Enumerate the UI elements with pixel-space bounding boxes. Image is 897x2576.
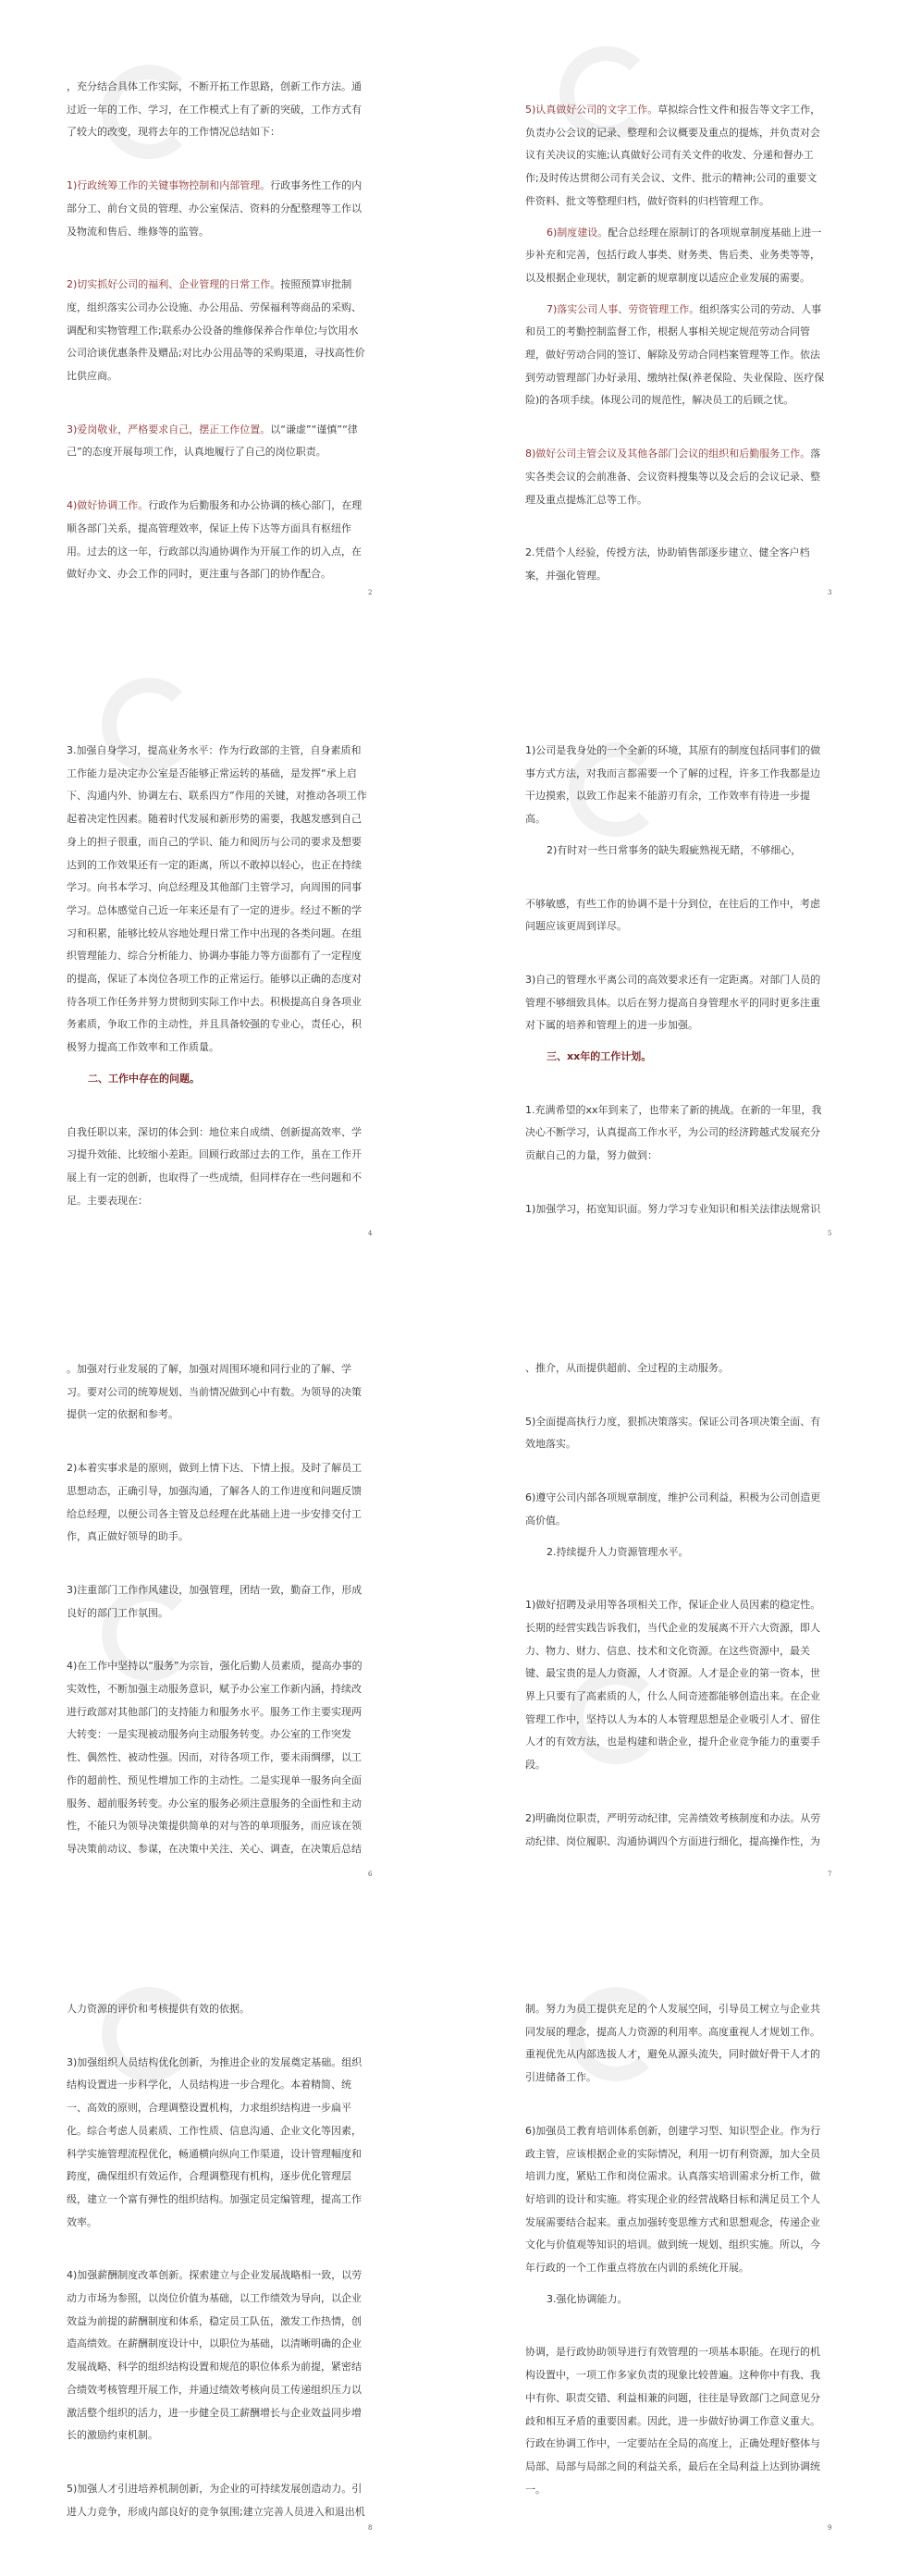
paragraph-text: 。加强对行业发展的了解，加强对周围环境和同行业的了解、学习。要对公司的统筹规划、当前情况做到心中有数。为领导的决策提供一定的依据和参考。 xyxy=(67,1363,362,1421)
document-page xyxy=(448,1922,897,2576)
paragraph-text: 制。努力为员工提供充足的个人发展空间，引导员工树立与企业共同发展的理念，提高人力资源的利用率。高度重视人才规划工作。重视优先从内部选拔人才，避免从源头流失，同时做好骨干人才的引进储备工作。 xyxy=(525,2003,820,2084)
paragraph-text: 3.加强自身学习，提高业务水平：作为行政部的主管，自身素质和工作能力是决定办公室是否能够正常运转的基础，是发挥“承上启下、沟通内外、协调左右、联系四方”作用的关键，对推动各项工作起着决定性因素。随着时代发展和新形势的需要，我越发感到自己身上的担子很重，而自己的学识、能力和阅历与公司的要求及想要达到的工作效果还有一定的距离，所以不敢掉以轻心，也正在持续学习。向书本学习、向总经理及其他部门主管学习，向周围的同事学习。总体感觉自己近一年来还是有了一定的进步。经过不断的学习和积累，能够比较从容地处理日常工作中出现的各类问题。在组织管理能力、综合分析能力、协调办事能力等方面都有了一定程度的提高，保证了本岗位各项工作的正常运行。能够以正确的态度对待各项工作任务并努力贯彻到实际工作中去。积极提高自身各项业务素质，争取工作的主动性，并且具备较强的专业心，责任心，积极努力提高工作效率和工作质量。 xyxy=(67,744,367,1054)
paragraph-lead: 3)爱岗敬业，严格要求自己，摆正工作位置。 xyxy=(67,423,271,435)
paragraph xyxy=(525,1487,827,1532)
paragraph-text: 不够敏感，有些工作的协调不是十分到位，在往后的工作中，考虑问题应该更周到详尽。 xyxy=(525,897,820,933)
paragraph-text: 组织落实公司的劳动、人事和员工的考勤控制监督工作，根据人事相关规定规范劳动合同管理，做好劳动合同的签订、解除及劳动合同档案管理等工作。依法到劳动管理部门办好录用、缴纳社保(养老保险、失业保险、医疗保险)的各项手续。体现公司的规范性，解决员工的后顾之忧。 xyxy=(525,302,825,407)
paragraph xyxy=(67,1655,368,1860)
paragraph-text: 行政作为后勤服务和办公协调的核心部门，在理顺各部门关系，提高管理效率，保证上传下达等方面具有枢纽作用。过去的这一年，行政部以沟通协调作为开展工作的切入点，在做好办文、办会工作的同时，更注重与各部门的协作配合。 xyxy=(67,499,362,581)
document-page xyxy=(0,0,448,641)
paragraph-text: 以“谦虚”“谨慎”“律己”的态度开展每项工作，认真地履行了自己的岗位职责。 xyxy=(67,423,358,459)
paragraph xyxy=(525,1594,827,1777)
paragraph xyxy=(67,274,368,388)
paragraph-lead: 2)切实抓好公司的福利、企业管理的日常工作。 xyxy=(67,278,281,291)
paragraph xyxy=(67,1358,368,1427)
paragraph-text: 6)遵守公司内部各项规章制度，维护公司利益，积极为公司创造更高价值。 xyxy=(525,1491,821,1527)
document-page xyxy=(448,0,897,641)
paragraph-text: 3)自己的管理水平离公司的高效要求还有一定距离。对部门人员的管理不够细致具体。以后在努力提高自身管理水平的同时更多注重对下属的培养和管理上的进一步加强。 xyxy=(525,973,821,1032)
document-page xyxy=(448,641,897,1282)
paragraph-text: 自我任职以来，深切的体会到：地位来自成绩、创新提高效率、学习提升效能、比较缩小差距。回顾行政部过去的工作，虽在工作开展上有一定的创新，也取得了一些成绩，但同样存在一些问题和不足。主要表现在： xyxy=(67,1125,362,1207)
paragraph-text: 6)加强员工教育培训体系创新，创建学习型、知识型企业。作为行政主管，应该根据企业的实际情况，利用一切有利资源，加大全员培训力度，紧贴工作和岗位需求。认真落实培训需求分析工作，做好培训的设计和实施。将实现企业的经营战略目标和满足员工个人发展需要结合起来。重点加强转变思维方式和思想观念，传递企业文化与价值观等知识的培训。做到统一规划、组织实施。所以，今年行政的一个工作重点将放在内训的系统化开展。 xyxy=(525,2124,821,2275)
paragraph xyxy=(67,419,368,464)
paragraph xyxy=(67,1998,368,2021)
paragraph-text: 2.持续提升人力资源管理水平。 xyxy=(547,1545,689,1558)
page-number: 5 xyxy=(828,1230,832,1237)
paragraph-text: 2)本着实事求是的原则，做到上情下达、下情上报。及时了解员工思想动态，正确引导，加强沟通，了解各人的工作进度和问题反馈给总经理，以便公司各主管及总经理在此基础上进一步安排交付工作，真正做好领导的助手。 xyxy=(67,1462,362,1543)
paragraph xyxy=(67,1457,368,1549)
paragraph-text: 、推介，从而提供超前、全过程的主动服务。 xyxy=(525,1362,729,1374)
paragraph xyxy=(525,893,827,938)
paragraph xyxy=(525,1357,827,1380)
paragraph xyxy=(67,2264,368,2447)
paragraph xyxy=(525,840,827,863)
paragraph xyxy=(67,76,368,144)
paragraph-text: 1.充满希望的xx年到来了，也带来了新的挑战。在新的一年里，我决心不断学习，认真提高工作水平，为公司的经济跨越式发展充分贡献自己的力量，努力做到： xyxy=(525,1103,822,1162)
page-number: 7 xyxy=(828,1871,832,1878)
paragraph xyxy=(67,1122,368,1213)
paragraph-lead: 6)制度建设。 xyxy=(547,226,608,239)
document-page xyxy=(448,1282,897,1922)
paragraph xyxy=(67,1579,368,1625)
paragraph xyxy=(67,2478,368,2523)
paragraph-text: 4)在工作中坚持以“服务”为宗旨，强化后勤人员素质，提高办事的实效性，不断加强主动服务意识，赋予办公室工作新内涵，持续改进行政部对其他部门的支持能力和服务水平。服务工作主要实现两大转变：一是实现被动服务向主动服务转变。办公室的工作突发性、偶然性、被动性强。因而，对待各项工作，要未雨绸缪，以工作的超前性、预见性增加工作的主动性。二是实现单一服务向全面服务、超前服务转变。办公室的服务必须注意服务的全面性和主动性，不能只为领导决策提供简单的对与答的单项服务，而应该在领导决策前动议、参谋，在决策中关注、关心、调查，在决策后总结 xyxy=(67,1660,362,1855)
paragraph-lead: 4)做好协调工作。 xyxy=(67,499,149,512)
paragraph xyxy=(525,2288,827,2312)
paragraph xyxy=(525,99,827,214)
paragraph-text: 行政事务性工作的内部分工、前台文员的管理、办公室保洁、资料的分配整理等工作以及物流和售后、维修等的监管。 xyxy=(67,179,362,238)
paragraph-text: 1)公司是我身处的一个全新的环境，其原有的制度包括同事们的做事方式方法，对我而言都需要一个了解的过程，许多工作我都是边干边摸索，以致工作起来不能游刃有余，工作效率有待进一步提高。 xyxy=(525,744,821,826)
paragraph xyxy=(67,175,368,243)
page-number: 4 xyxy=(368,1230,373,1237)
paragraph-text: 5)加强人才引进培养机制创新，为企业的可持续发展创造动力。引进人力竞争，形成内部良好的竞争氛围;建立完善人员进入和退出机 xyxy=(67,2482,365,2518)
section-heading: 三、xx年的工作计划。 xyxy=(547,1050,652,1063)
paragraph xyxy=(525,222,827,290)
section-heading: 二、工作中存在的问题。 xyxy=(88,1072,200,1085)
paragraph-text: 5)全面提高执行力度，狠抓决策落实。保证公司各项决策全面、有效地落实。 xyxy=(525,1415,821,1451)
paragraph xyxy=(525,2341,827,2501)
page-number: 3 xyxy=(828,589,832,596)
paragraph xyxy=(525,969,827,1037)
paragraph-text: 1)做好招聘及录用等各项相关工作，保证企业人员因素的稳定性。长期的经营实践告诉我们，当代企业的发展离不开六大资源，即人力、物力、财力、信息、技术和文化资源。在这些资源中，最关键、最宝贵的是人力资源，人才资源。人才是企业的第一资本，世界上只要有了高素质的人，什么人间奇迹都能够创造出来。在企业管理工作中，坚持以人为本的人本管理思想是企业吸引人才、留住人才的有效方法，也是构建和谐企业，提升企业竞争能力的重要手段。 xyxy=(525,1599,821,1772)
paragraph-text: 2)明确岗位职责，严明劳动纪律，完善绩效考核制度和办法。从劳动纪律、岗位履职、沟通协调四个方面进行细化，提高操作性，为 xyxy=(525,1811,821,1847)
paragraph xyxy=(67,2052,368,2235)
paragraph-text: 落实各类会议的会前准备、会议资料搜集等以及会后的会议记录、整理及重点提炼汇总等工作。 xyxy=(525,448,821,506)
paragraph xyxy=(525,740,827,831)
document-page xyxy=(0,1282,448,1922)
paragraph xyxy=(67,740,368,1060)
paragraph-text: ，充分结合具体工作实际，不断开拓工作思路，创新工作方法。通过近一年的工作、学习，在工作模式上有了新的突破，工作方式有了较大的改变，现将去年的工作情况总结如下： xyxy=(67,80,362,139)
document-page xyxy=(0,641,448,1282)
paragraph xyxy=(525,1808,827,1853)
paragraph xyxy=(525,299,827,413)
paragraph-text: 按照预算审批制度，组织落实公司办公设施、办公用品、劳保福利等商品的采购、调配和实物管理工作;联系办公设备的维修保养合作单位;与饮用水公司洽谈优惠条件及赠品;对比办公用品等的采购渠道，寻找高性价比供应商。 xyxy=(67,278,365,383)
paragraph-text: 1)加强学习，拓宽知识面。努力学习专业知识和相关法律法规常识 xyxy=(525,1202,821,1215)
paragraph-text: 配合总经理在原制订的各项规章制度基础上进一步补充和完善，包括行政人事类、财务类、售后类、业务类等等，以及根据企业现状，制定新的规章制度以适应企业发展的需要。 xyxy=(525,226,822,284)
paragraph xyxy=(525,1411,827,1456)
paragraph-lead: 7)落实公司人事、劳资管理工作。 xyxy=(547,302,700,315)
paragraph xyxy=(67,495,368,586)
paragraph xyxy=(525,443,827,511)
page-number: 2 xyxy=(368,589,373,596)
document-page xyxy=(0,1922,448,2576)
paragraph xyxy=(525,2120,827,2280)
paragraph-lead: 8)做好公司主管会议及其他各部门会议的组织和后勤服务工作。 xyxy=(525,448,811,460)
paragraph xyxy=(525,1198,827,1221)
paragraph-text: 3.强化协调能力。 xyxy=(547,2292,628,2305)
paragraph xyxy=(525,1998,827,2090)
paragraph-text: 草拟综合性文件和报告等文字工作，负责办公会议的记录、整理和会议概要及重点的提炼，并负责对会议有关决议的实施;认真做好公司有关文件的收发、分递和督办工作;及时传达贯彻公司有关会议、文件、批示的精神;公司的重要文件资料、批文等整理归档，做好资料的归档管理工作。 xyxy=(525,104,821,207)
page-number: 6 xyxy=(368,1871,373,1878)
paragraph-lead: 1)行政统筹工作的关键事物控制和内部管理。 xyxy=(67,179,271,192)
paragraph xyxy=(525,1541,827,1564)
paragraph-text: 协调，是行政协助领导进行有效管理的一项基本职能。在现行的机构设置中，一项工作多家负责的现象比较普遍。这种你中有我、我中有你、职责交错、利益相兼的问题，往往是导致部门之间意见分歧和相互矛盾的重要因素。因此，进一步做好协调工作意义重大。行政在协调工作中，一定要站在全局的高度上，正确处理好整体与局部、局部与局部之间的利益关系，最后在全局利益上达到协调统一。 xyxy=(525,2346,820,2496)
page-number: 9 xyxy=(828,2524,832,2533)
paragraph-lead: 5)认真做好公司的文字工作。 xyxy=(525,104,658,116)
paragraph-text: 2.凭借个人经验，传授方法，协助销售部逐步建立、健全客户档案，并强化管理。 xyxy=(525,546,810,582)
paragraph xyxy=(525,1099,827,1168)
paragraph-text: 人力资源的评价和考核提供有效的依据。 xyxy=(67,2003,250,2015)
paragraph xyxy=(525,542,827,587)
paragraph-text: 4)加强薪酬制度改革创新。探索建立与企业发展战略相一致，以劳动力市场为参照，以岗位价值为基础，以工作绩效为导向，以企业效益为前提的薪酬制度和体系，稳定员工队伍，激发工作热情，创造高绩效。在薪酬制度设计中，以职位为基础，以清晰明确的企业发展战略、科学的组织结构设置和规范的职位体系为前提，紧密结合绩效考核管理开展工作，并通过绩效考核向员工传递组织压力以激活整个组织的活力，进一步健全员工薪酬增长与企业效益同步增长的激励约束机制。 xyxy=(67,2269,362,2442)
paragraph-text: 3)加强组织人员结构优化创新，为推进企业的发展奠定基础。组织结构设置进一步科学化，人员结构进一步合理化。本着精简、统一、高效的原则，合理调整设置机构，力求组织结构进一步扁平化。综合考虑人员素质、工作性质、信息沟通、企业文化等因素，科学实施管理流程优化，畅通横向纵向工作渠道，设计管理幅度和跨度，确保组织有效运作，合理调整现有机构，逐步优化管理层级，建立一个富有弹性的组织结构。加强定员定编管理，提高工作效率。 xyxy=(67,2055,362,2228)
page-number: 8 xyxy=(368,2524,373,2533)
paragraph-text: 2)有时对一些日常事务的缺失瑕疵熟视无睹，不够细心， xyxy=(547,843,802,856)
paragraph-text: 3)注重部门工作作风建设，加强管理，团结一致，勤奋工作，形成良好的部门工作氛围。 xyxy=(67,1583,362,1619)
